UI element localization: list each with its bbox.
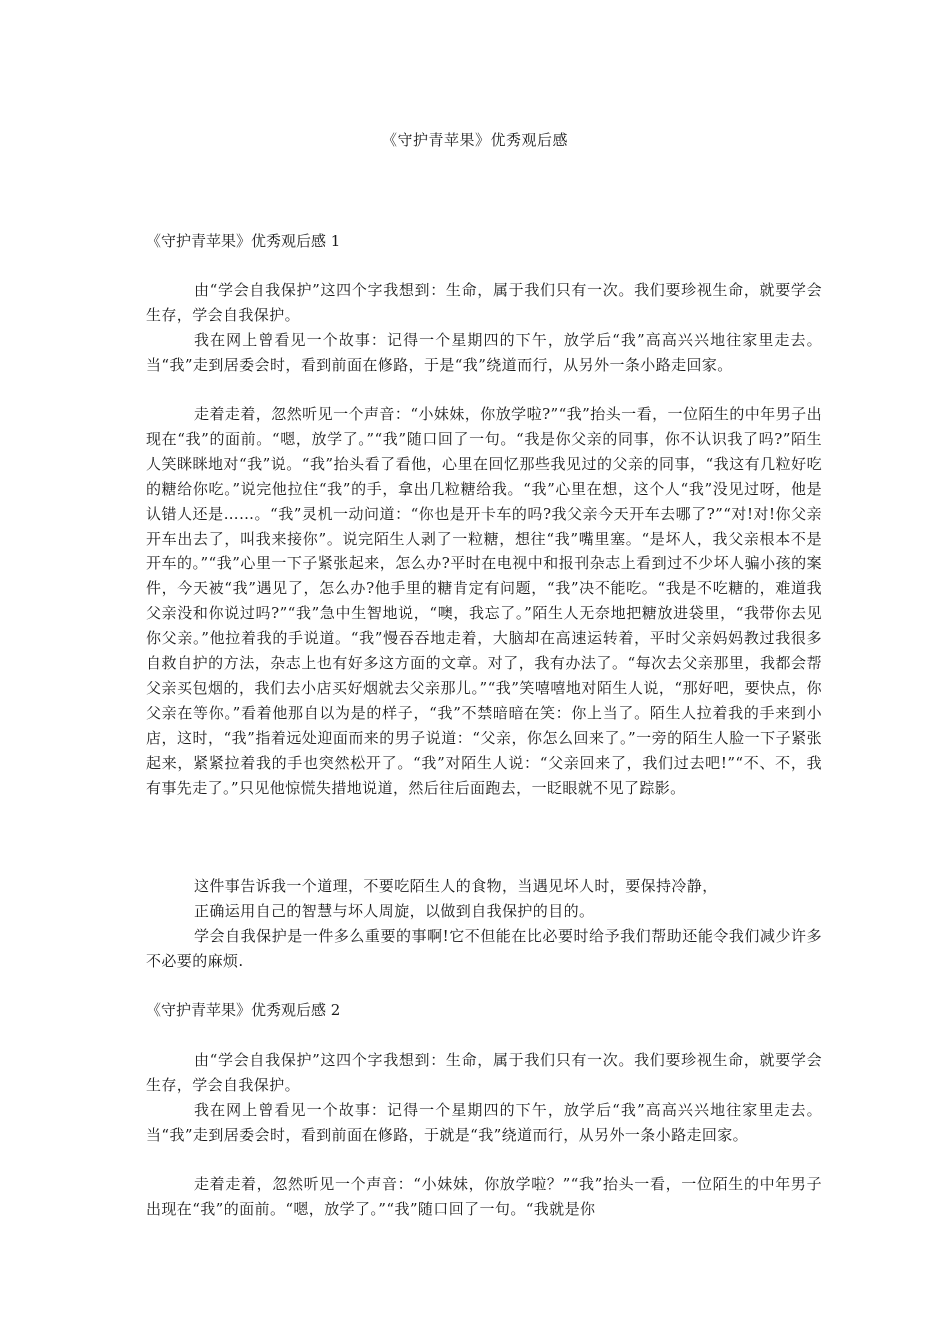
paragraph: 走着走着，忽然听见一个声音：“小妹妹，你放学啦?”“我”抬头一看，一位陌生的中年男子出现在“我”的面前。“嗯，放学了。”“我”随口回了一句。“我是你父亲的同事，你不认识我了吗?”陌生人笑眯眯地对“我”说。“我”抬头看了看他，心里在回忆那些我见过的父亲的同事，“我这有几粒好吃的糖给你吃。”说完他拉住“我”的手，拿出几粒糖给我。“我”心里在想，这个人“我”没见过呀，他是认错人还是……。“我”灵机一动问道：“你也是开卡车的吗?我父亲今天开车去哪了?”“对!对!你父亲开车出去了，叫我来接你”。说完陌生人剥了一粒糖，想往“我”嘴里塞。“是坏人，我父亲根本不是开车的。”“我”心里一下子紧张起来，怎么办?平时在电视中和报刊杂志上看到过不少坏人骗小孩的案件，今天被“我”遇见了，怎么办?他手里的糖肯定有问题，“我”决不能吃。“我是不吃糖的，难道我父亲没和你说过吗?”“我”急中生智地说，“噢，我忘了。”陌生人无奈地把糖放进袋里，“我带你去见你父亲。”他拉着我的手说道。“我”慢吞吞地走着，大脑却在高速运转着，平时父亲妈妈教过我很多自救自护的方法，杂志上也有好多这方面的文章。对了，我有办法了。“每次去父亲那里，我都会帮父亲买包烟的，我们去小店买好烟就去父亲那儿。”“我”笑嘻嘻地对陌生人说，“那好吧，要快点，你父亲在等你。”看着他那自以为是的样子，“我”不禁暗暗在笑：你上当了。陌生人拉着我的手来到小店，这时，“我”指着远处迎面而来的男子说道：“父亲，你怎么回来了。”一旁的陌生人脸一下子紧张起来，紧紧拉着我的手也突然松开了。“我”对陌生人说：“父亲回来了，我们过去吧!”“不、不，我有事先走了。”只见他惊慌失措地说道，然后往后面跑去，一眨眼就不见了踪影。 [146, 405, 822, 797]
paragraph: 我在网上曾看见一个故事：记得一个星期四的下午，放学后“我”高高兴兴地往家里走去。当“我”走到居委会时，看到前面在修路，于就是“我”绕道而行，从另外一条小路走回家。 [146, 1101, 822, 1144]
paragraph: 由“学会自我保护”这四个字我想到：生命，属于我们只有一次。我们要珍视生命，就要学会生存，学会自我保护。 [146, 1051, 822, 1094]
paragraph: 走着走着，忽然听见一个声音：“小妹妹，你放学啦？”“我”抬头一看，一位陌生的中年男子出现在“我”的面前。“嗯，放学了。”“我”随口回了一句。“我就是你 [146, 1175, 822, 1218]
paragraph: 学会自我保护是一件多么重要的事啊!它不但能在比必要时给予我们帮助还能令我们减少许多不必要的麻烦. [146, 927, 822, 970]
paragraph: 由“学会自我保护”这四个字我想到：生命，属于我们只有一次。我们要珍视生命，就要学会生存，学会自我保护。 [146, 281, 822, 324]
paragraph: 我在网上曾看见一个故事：记得一个星期四的下午，放学后“我”高高兴兴地往家里走去。当“我”走到居委会时，看到前面在修路，于是“我”绕道而行，从另外一条小路走回家。 [146, 331, 822, 374]
paragraph: 这件事告诉我一个道理，不要吃陌生人的食物，当遇见坏人时，要保持冷静， [194, 877, 718, 895]
section-heading-2: 《守护青苹果》优秀观后感 2 [146, 1001, 341, 1019]
document-title: 《守护青苹果》优秀观后感 [381, 131, 568, 149]
section-heading-1: 《守护青苹果》优秀观后感 1 [146, 232, 341, 250]
paragraph: 正确运用自己的智慧与坏人周旋，以做到自我保护的目的。 [194, 902, 595, 920]
